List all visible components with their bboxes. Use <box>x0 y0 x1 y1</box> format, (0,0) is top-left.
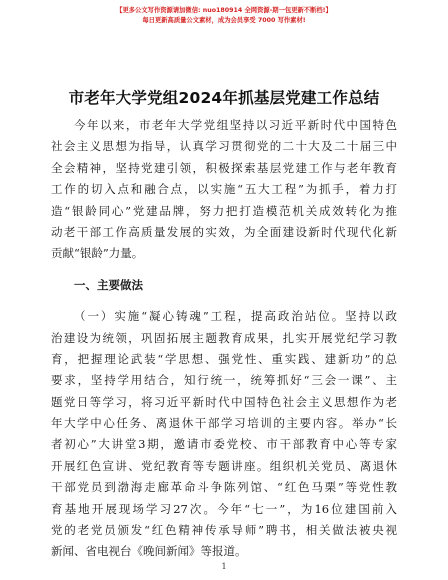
document-body <box>51 115 397 563</box>
section-paragraph <box>51 306 397 563</box>
text-line: 干部党员到渤海走廊革命斗争陈列馆、“红色马栗”等党性教 <box>51 480 397 495</box>
text-line: 工作的切入点和融合点，以实施“五大工程”为抓手，着力打 <box>51 182 397 197</box>
text-line: （一）实施“凝心铸魂”工程，提高政治站位。坚持以政 <box>74 309 397 324</box>
promo-banner <box>0 6 448 26</box>
text-line: 题党日等学习，将习近平新时代中国特色社会主义思想作为老 <box>51 394 397 409</box>
text-line: 要求，坚持学用结合，知行统一，统筹抓好“三会一课”、主 <box>51 373 397 388</box>
text-line: 治建设为统领，巩固拓展主题教育成果，扎实开展党纪学习教 <box>51 330 397 345</box>
text-line: 年大学中心任务、离退休干部学习培训的主要内容。举办“长 <box>51 416 397 431</box>
text-line: 育，把握理论武装“学思想、强党性、重实践、建新功”的总 <box>51 351 397 366</box>
text-line: 开展红色宣讲、党纪教育等专题讲座。组织机关党员、离退休 <box>51 458 397 473</box>
text-line: 新闻、省电视台《晚间新闻》等报道。 <box>51 544 247 559</box>
text-line: 社会主义思想为指导，认真学习贯彻党的二十大及二十届三中 <box>51 139 397 154</box>
text-line: 育基地开展现场学习27次。今年“七一”，为16位建国前入 <box>51 501 397 516</box>
promo-banner-line-1: 【更多公文写作资源请加微信: nuo180914 全网资源-期一包更新不断档!】 <box>116 7 332 14</box>
text-line: 动老干部工作高质量发展的实效，为全面建设新时代现代化新 <box>51 224 397 239</box>
text-line: 全会精神，坚持党建引领，积极探索基层党建工作与老年教育 <box>51 160 397 175</box>
intro-paragraph <box>51 115 397 265</box>
text-line: 党的老党员颁发“红色精神传承导师”聘书，相关做法被央视 <box>51 523 397 538</box>
text-line: 造“银龄同心”党建品牌，努力把打造模范机关成效转化为推 <box>51 203 397 218</box>
text-line: 贡献“银龄”力量。 <box>51 246 144 261</box>
document-title: 市老年大学党组2024年抓基层党建工作总结 <box>68 89 380 107</box>
section-heading: 一、主要做法 <box>74 277 143 292</box>
promo-banner-line-2: 每日更新高质量公文素材，成为会员享受 7000 写作素材! <box>142 17 306 24</box>
text-line: 今年以来，市老年大学党组坚持以习近平新时代中国特色 <box>74 118 397 132</box>
text-line: 者初心”大讲堂3期，邀请市委党校、市干部教育中心等专家 <box>51 437 397 452</box>
page-number: 1 <box>221 562 227 571</box>
